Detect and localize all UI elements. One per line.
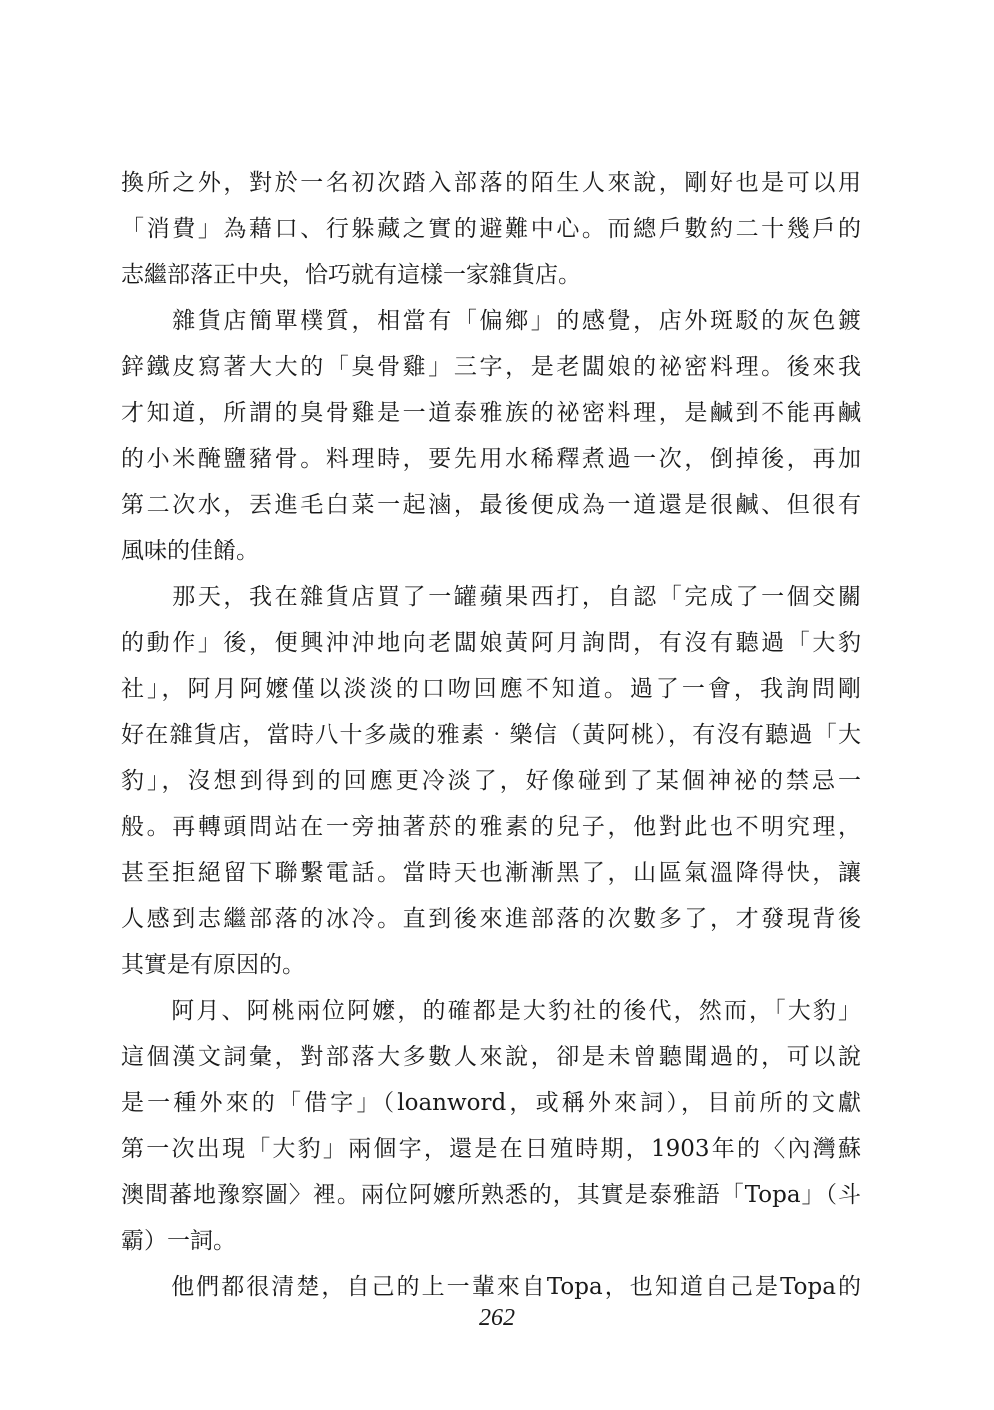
text-line: 風味的佳餚。 [121, 538, 259, 564]
text-line: 第二次水，丟進毛白菜一起滷，最後便成為一道還是很鹹、但很有 [121, 492, 861, 518]
text-line: 鋅鐵皮寫著大大的「臭骨雞」三字，是老闆娘的祕密料理。後來我 [121, 354, 861, 380]
text-line: 人感到志繼部落的冰冷。直到後來進部落的次數多了，才發現背後 [121, 906, 861, 932]
text-line: 是一種外來的「借字」（loanword，或稱外來詞），目前所的文獻 [121, 1090, 861, 1116]
text-line: 「消費」為藉口、行躲藏之實的避難中心。而總戶數約二十幾戶的 [121, 216, 861, 242]
page-number: 262 [479, 1305, 515, 1331]
text-line: 豹」，沒想到得到的回應更冷淡了，好像碰到了某個神祕的禁忌一 [121, 768, 861, 794]
text-line: 他們都很清楚，自己的上一輩來自Topa，也知道自己是Topa的 [121, 1274, 861, 1300]
text-line: 才知道，所謂的臭骨雞是一道泰雅族的祕密料理，是鹹到不能再鹹 [121, 400, 861, 426]
text-line: 阿月、阿桃兩位阿嬤，的確都是大豹社的後代，然而，「大豹」 [121, 998, 861, 1024]
text-line: 霸）一詞。 [121, 1228, 236, 1254]
text-line: 第一次出現「大豹」兩個字，還是在日殖時期，1903年的〈內灣蘇 [121, 1136, 861, 1162]
text-line: 好在雜貨店，當時八十多歲的雅素‧樂信（黃阿桃），有沒有聽過「大 [121, 722, 861, 748]
text-line: 澳間蕃地豫察圖〉裡。兩位阿嬤所熟悉的，其實是泰雅語「Topa」（斗 [121, 1182, 861, 1208]
text-line: 甚至拒絕留下聯繫電話。當時天也漸漸黑了，山區氣溫降得快，讓 [121, 860, 861, 886]
text-line: 的動作」後，便興沖沖地向老闆娘黃阿月詢問，有沒有聽過「大豹 [121, 630, 861, 656]
text-line: 那天，我在雜貨店買了一罐蘋果西打，自認「完成了一個交關 [121, 584, 861, 610]
text-line: 社」，阿月阿嬤僅以淡淡的口吻回應不知道。過了一會，我詢問剛 [121, 676, 861, 702]
text-line: 的小米醃鹽豬骨。料理時，要先用水稀釋煮過一次，倒掉後，再加 [121, 446, 861, 472]
text-line: 換所之外，對於一名初次踏入部落的陌生人來說，剛好也是可以用 [121, 170, 861, 196]
text-line: 志繼部落正中央，恰巧就有這樣一家雜貨店。 [121, 262, 581, 288]
text-line: 其實是有原因的。 [121, 952, 305, 978]
text-line: 般。再轉頭問站在一旁抽著菸的雅素的兒子，他對此也不明究理， [121, 814, 861, 840]
text-line: 這個漢文詞彙，對部落大多數人來說，卻是未曾聽聞過的，可以說 [121, 1044, 861, 1070]
body-text [121, 160, 861, 1310]
text-line: 雜貨店簡單樸質，相當有「偏鄉」的感覺，店外斑駁的灰色鍍 [121, 308, 861, 334]
